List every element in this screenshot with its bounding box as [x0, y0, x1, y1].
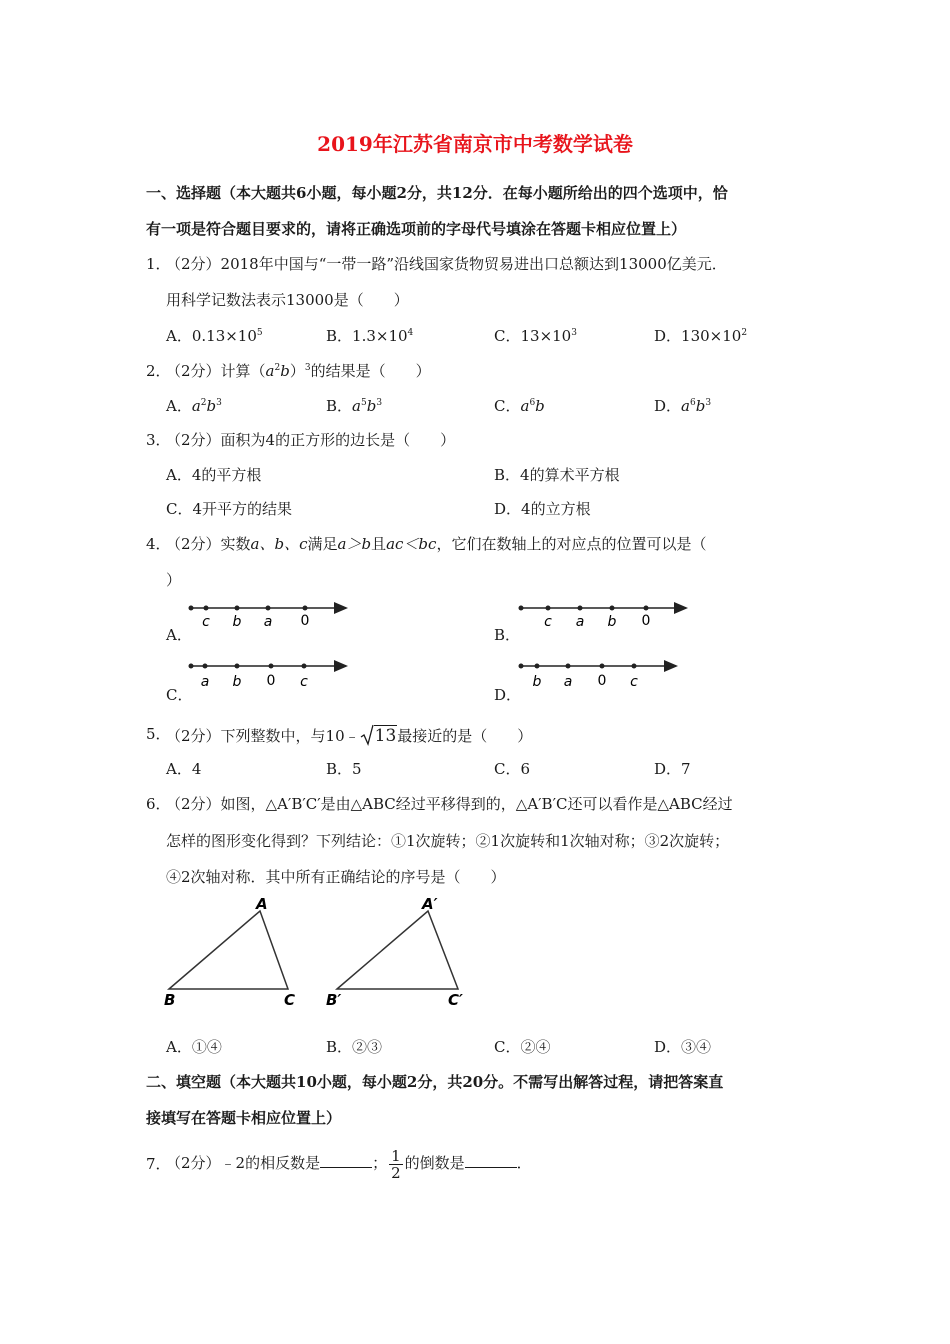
q4-option-a-label: A． — [166, 626, 192, 644]
q2-option-a: A．$a^2b^3$ — [166, 397, 222, 415]
q6-text-line1: （2分）如图，△A′B′C′是由△ABC经过平移得到的，△A′B′C还可以看作是△ABC经过 — [166, 795, 733, 813]
q6-option-d: D．③④ — [654, 1038, 712, 1056]
q1-text-line2: 用科学记数法表示13000是（ ） — [166, 291, 409, 309]
vertex-a-prime: A′ — [422, 895, 438, 913]
section1-heading-line2: 有一项是符合题目要求的，请将正确选项前的字母代号填涂在答题卡相应位置上） — [146, 220, 687, 238]
fraction-one-half: $\frac{1}{2}$ — [391, 1146, 401, 1182]
radical-sign — [360, 724, 374, 746]
q4d-tick-3: 0 — [597, 673, 607, 689]
q3-option-d: D．4的立方根 — [494, 500, 591, 518]
q6-number: 6． — [146, 795, 171, 813]
q4-option-c-label: C． — [166, 686, 193, 704]
q4c-tick-1: a — [200, 674, 210, 690]
triangle-a-prime — [337, 911, 458, 989]
q4-option-d-label: D． — [494, 686, 522, 704]
q7-text: （2分）﹣2的相反数是 ； $\frac{1}{2}$ 的倒数是 ． — [166, 1146, 532, 1182]
section2-heading-line1: 二、填空题（本大题共10小题，每小题2分，共20分。不需写出解答过程，请把答案直 — [146, 1073, 724, 1091]
q4a-tick-2: b — [232, 614, 242, 630]
q3-option-b: B．4的算术平方根 — [494, 466, 620, 484]
q4d-tick-2: a — [563, 674, 573, 690]
q3-text: （2分）面积为4的正方形的边长是（ ） — [166, 431, 456, 449]
q6-text-line3: ④2次轴对称．其中所有正确结论的序号是（ ） — [166, 868, 506, 886]
exam-title: 2019年江苏省南京市中考数学试卷 — [317, 132, 633, 156]
q4d-tick-4: c — [630, 674, 638, 690]
q4b-tick-2: a — [575, 614, 585, 630]
section2-heading-line2: 接填写在答题卡相应位置上） — [146, 1109, 342, 1127]
q6-text-line2: 怎样的图形变化得到？下列结论：①1次旋转；②1次旋转和1次轴对称；③2次旋转； — [166, 832, 730, 850]
q6-option-b: B．②③ — [326, 1038, 383, 1056]
q4a-tick-1: c — [202, 614, 210, 630]
q4-number: 4． — [146, 535, 171, 553]
q3-option-c: C．4开平方的结果 — [166, 500, 293, 518]
vertex-b: B — [164, 991, 176, 1008]
vertex-b-prime: B′ — [326, 991, 342, 1008]
q2-number: 2． — [146, 362, 171, 380]
triangle-abc — [169, 911, 288, 989]
q4-option-b-numberline — [516, 598, 696, 634]
q4-option-d-numberline — [516, 656, 686, 692]
q1-option-d: D．$130\times 10^2$ — [654, 327, 748, 345]
q4b-tick-1: c — [544, 614, 552, 630]
q4-option-b-label: B． — [494, 626, 521, 644]
sqrt-expression — [360, 724, 398, 746]
q4-option-a-numberline — [186, 598, 356, 634]
q4a-tick-4: 0 — [300, 613, 310, 629]
q5-option-c: C．6 — [494, 760, 531, 778]
q2-option-b: B．$a^5b^3$ — [326, 397, 383, 415]
section1-heading-line1: 一、选择题（本大题共6小题，每小题2分，共12分．在每小题所给出的四个选项中，恰 — [146, 184, 728, 202]
q4c-tick-4: c — [300, 674, 308, 690]
vertex-a: A — [256, 895, 268, 913]
q1-text-line1: （2分）2018年中国与“一带一路”沿线国家货物贸易进出口总额达到13000亿美元． — [166, 255, 727, 273]
q3-option-a: A．4的平方根 — [166, 466, 262, 484]
q6-option-c: C．②④ — [494, 1038, 551, 1056]
q4-text-line1: （2分）实数a、b、c满足a＞b且ac＜bc，它们在数轴上的对应点的位置可以是（ — [166, 535, 707, 553]
q4a-tick-3: a — [263, 614, 273, 630]
radicand: 13 — [374, 726, 397, 746]
q5-number: 5． — [146, 725, 171, 743]
q4b-tick-3: b — [607, 614, 617, 630]
q5-text: （2分）下列整数中，与10﹣ 13最接近的是（ ） — [166, 726, 533, 746]
q5-option-b: B．5 — [326, 760, 362, 778]
vertex-c: C — [284, 991, 296, 1008]
q6-triangle-figure — [160, 893, 480, 1008]
q4c-tick-3: 0 — [266, 673, 276, 689]
q4-text-line2: ） — [166, 571, 182, 589]
q5-option-d: D．7 — [654, 760, 691, 778]
q1-number: 1． — [146, 255, 171, 273]
q7-answer-blank-2 — [465, 1153, 517, 1168]
q4c-tick-2: b — [232, 674, 242, 690]
q2-option-c: C．$a^6b$ — [494, 397, 545, 415]
q4d-tick-1: b — [532, 674, 542, 690]
q7-number: 7． — [146, 1155, 171, 1173]
q3-number: 3． — [146, 431, 171, 449]
q6-option-a: A．①④ — [166, 1038, 222, 1056]
q2-option-d: D．$a^6b^3$ — [654, 397, 712, 415]
q5-option-a: A．4 — [166, 760, 202, 778]
q1-option-a: A．$0.13\times 10^5$ — [166, 327, 263, 345]
q2-text: （2分）计算$(a^2b)^3$的结果是（ ） — [166, 362, 431, 380]
q4-option-c-numberline — [186, 656, 356, 692]
q4b-tick-4: 0 — [641, 613, 651, 629]
q7-answer-blank-1 — [320, 1153, 372, 1168]
vertex-c-prime: C′ — [448, 991, 463, 1008]
q1-option-b: B．$1.3\times 10^4$ — [326, 327, 414, 345]
q1-option-c: C．$13\times 10^3$ — [494, 327, 577, 345]
